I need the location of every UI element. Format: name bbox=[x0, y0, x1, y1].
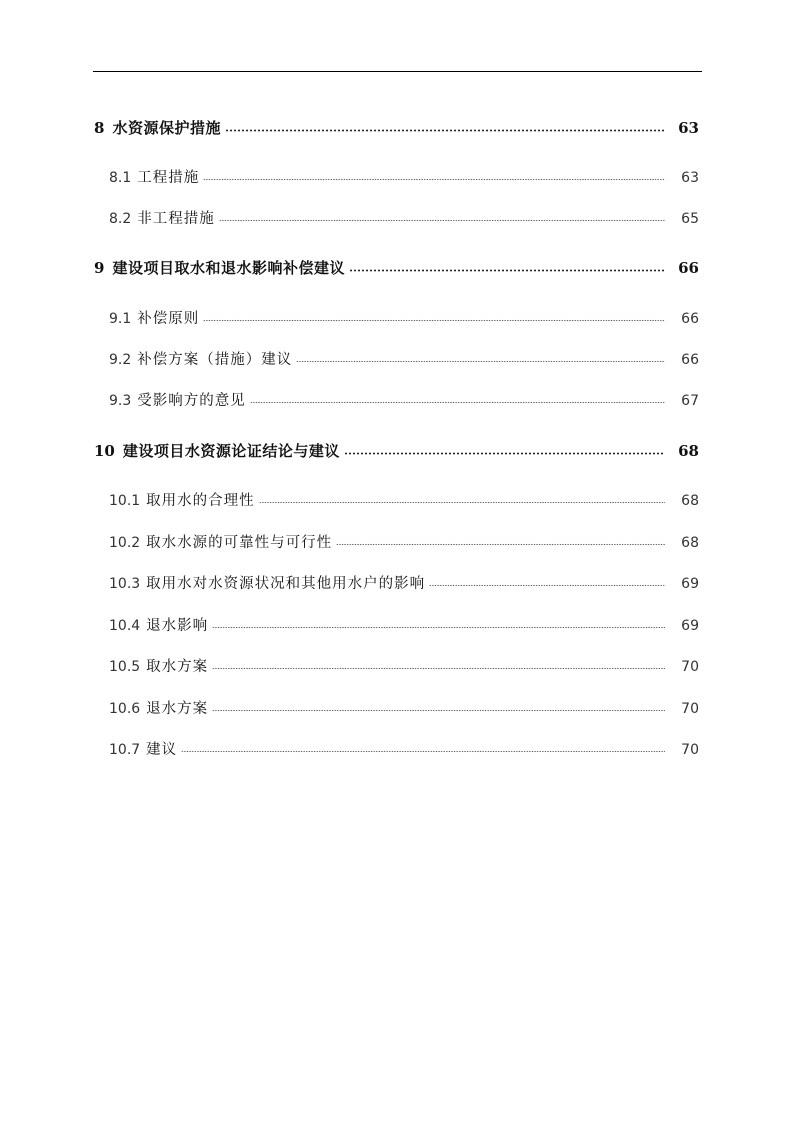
toc-entry[interactable] bbox=[109, 655, 699, 676]
toc-entry-number: 10.1 bbox=[109, 493, 141, 509]
toc-entry-title: 取用水对水资源状况和其他用水户的影响 bbox=[146, 576, 426, 592]
toc-entry-page: 66 bbox=[678, 259, 699, 277]
dot-leader bbox=[259, 501, 665, 504]
toc-entry-number: 9.1 bbox=[109, 311, 132, 327]
toc-entry[interactable] bbox=[109, 572, 699, 593]
toc-entry[interactable] bbox=[109, 489, 699, 510]
toc-entry[interactable] bbox=[94, 117, 699, 138]
toc-entry-title: 受影响方的意见 bbox=[137, 393, 246, 409]
toc-entry-page: 70 bbox=[681, 659, 699, 675]
dot-leader bbox=[296, 360, 665, 363]
toc-entry[interactable] bbox=[109, 614, 699, 635]
toc-entry-number: 10.2 bbox=[109, 535, 141, 551]
toc-entry-number: 10.6 bbox=[109, 701, 141, 717]
toc-entry-title: 退水影响 bbox=[146, 618, 209, 634]
dot-leader bbox=[225, 129, 664, 132]
toc-entry-title: 取水方案 bbox=[146, 659, 209, 675]
toc-entry-page: 66 bbox=[681, 352, 699, 368]
toc-entry[interactable] bbox=[109, 531, 699, 552]
toc-entry-number: 10.7 bbox=[109, 742, 141, 758]
toc-entry-title: 取水水源的可靠性与可行性 bbox=[146, 535, 333, 551]
dot-leader bbox=[219, 219, 665, 222]
toc-entry-page: 66 bbox=[681, 311, 699, 327]
toc-entry-number: 9 bbox=[94, 259, 105, 277]
toc-entry-page: 70 bbox=[681, 701, 699, 717]
toc-entry[interactable] bbox=[109, 307, 699, 328]
toc-entry-title: 建议 bbox=[146, 742, 178, 758]
toc-entry-title: 建设项目水资源论证结论与建议 bbox=[122, 442, 340, 460]
toc-entry[interactable] bbox=[109, 166, 699, 187]
dot-leader bbox=[250, 401, 665, 404]
toc-entry[interactable] bbox=[94, 257, 699, 278]
toc-entry[interactable] bbox=[109, 389, 699, 410]
toc-entry-number: 10.5 bbox=[109, 659, 141, 675]
toc-entry-title: 补偿原则 bbox=[137, 311, 200, 327]
toc-entry-page: 65 bbox=[681, 211, 699, 227]
toc-entry-title: 非工程措施 bbox=[137, 211, 215, 227]
dot-leader bbox=[336, 543, 665, 546]
toc-entry-page: 70 bbox=[681, 742, 699, 758]
toc-entry-page: 68 bbox=[678, 442, 699, 460]
dot-leader bbox=[203, 319, 665, 322]
toc-entry-number: 8.1 bbox=[109, 170, 132, 186]
toc-entry-number: 8.2 bbox=[109, 211, 132, 227]
toc-entry-title: 工程措施 bbox=[137, 170, 200, 186]
dot-leader bbox=[344, 452, 664, 455]
toc-entry-number: 9.2 bbox=[109, 352, 132, 368]
dot-leader bbox=[212, 626, 665, 629]
dot-leader bbox=[349, 269, 664, 272]
toc-entry[interactable] bbox=[109, 348, 699, 369]
dot-leader bbox=[203, 178, 665, 181]
toc-entry-page: 63 bbox=[678, 119, 699, 137]
dot-leader bbox=[212, 709, 665, 712]
toc-entry-page: 69 bbox=[681, 576, 699, 592]
dot-leader bbox=[212, 667, 665, 670]
toc-entry-number: 8 bbox=[94, 119, 105, 137]
toc-entry-title: 补偿方案（措施）建议 bbox=[137, 352, 293, 368]
toc-entry-title: 建设项目取水和退水影响补偿建议 bbox=[112, 259, 345, 277]
toc-entry[interactable] bbox=[109, 738, 699, 759]
toc-entry-page: 67 bbox=[681, 393, 699, 409]
toc-entry-number: 10.3 bbox=[109, 576, 141, 592]
toc-entry-page: 68 bbox=[681, 535, 699, 551]
toc-entry-page: 63 bbox=[681, 170, 699, 186]
toc-entry-number: 10.4 bbox=[109, 618, 141, 634]
toc-entry-page: 68 bbox=[681, 493, 699, 509]
dot-leader bbox=[181, 750, 665, 753]
toc-entry-title: 水资源保护措施 bbox=[112, 119, 221, 137]
dot-leader bbox=[429, 584, 665, 587]
header-rule bbox=[93, 71, 702, 72]
toc-entry-title: 退水方案 bbox=[146, 701, 209, 717]
toc-entry-number: 10 bbox=[94, 442, 115, 460]
toc-entry[interactable] bbox=[109, 207, 699, 228]
toc-entry-title: 取用水的合理性 bbox=[146, 493, 255, 509]
toc-entry-page: 69 bbox=[681, 618, 699, 634]
toc-entry-number: 9.3 bbox=[109, 393, 132, 409]
toc-entry[interactable] bbox=[94, 440, 699, 461]
toc-entry[interactable] bbox=[109, 697, 699, 718]
